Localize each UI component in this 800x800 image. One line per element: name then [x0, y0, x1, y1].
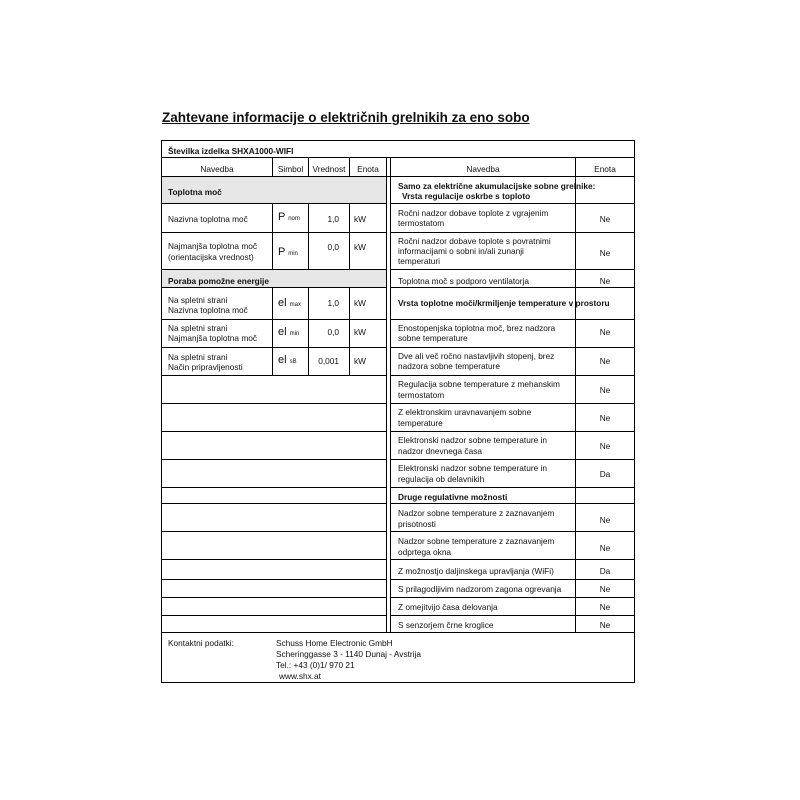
divider: [390, 615, 634, 616]
row-value: Ne: [599, 584, 611, 594]
row-label-2: odprtega okna: [398, 547, 452, 557]
col-header-item-right: Navedba: [466, 164, 500, 174]
col-header-symbol: Simbol: [277, 164, 304, 174]
row-value: Ne: [599, 543, 611, 553]
divider: [162, 632, 634, 633]
row-label-2: informacijami o sobni in/ali zunanji: [398, 246, 524, 256]
row-symbol: el max: [278, 297, 301, 309]
divider: [162, 459, 387, 460]
divider: [390, 431, 634, 432]
col-header-unit: Enota: [357, 164, 379, 174]
row-label: Nazivna toplotna moč: [168, 214, 248, 224]
section-storage-heaters: Samo za električne akumulacijske sobne grelnike:: [398, 181, 596, 191]
divider: [390, 347, 634, 348]
row-label-2: (orientacijska vrednost): [168, 252, 254, 262]
row-label-2: nadzora sobne temperature: [398, 361, 500, 371]
row-value: Da: [599, 469, 611, 479]
divider: [162, 347, 387, 348]
divider: [390, 579, 634, 580]
row-label: Regulacija sobne temperature z mehanskim: [398, 379, 560, 389]
row-unit: kW: [354, 214, 366, 224]
contact-label: Kontaktni podatki:: [168, 638, 234, 648]
divider: [390, 559, 634, 560]
row-label: Enostopenjska toplotna moč, brez nadzora: [398, 323, 556, 333]
divider: [390, 403, 634, 404]
row-label: Elektronski nadzor sobne temperature in: [398, 463, 547, 473]
row-value: Ne: [599, 248, 611, 258]
row-label-2: Način pripravljenosti: [168, 362, 243, 372]
page-title: Zahtevane informacije o električnih grelnikih za eno sobo: [162, 110, 530, 125]
divider: [390, 487, 634, 488]
divider: [386, 157, 387, 633]
row-value: Ne: [599, 327, 611, 337]
row-unit: kW: [354, 356, 366, 366]
row-label-2: Nazivna toplotna moč: [168, 305, 248, 315]
row-value: Ne: [599, 515, 611, 525]
row-label: Elektronski nadzor sobne temperature in: [398, 435, 547, 445]
row-value: 0,001: [318, 356, 339, 366]
divider: [349, 157, 350, 177]
divider: [162, 559, 387, 560]
contact-company: Schuss Home Electronic GmbH: [276, 638, 393, 648]
divider: [349, 203, 350, 270]
row-value: 0,0: [327, 242, 339, 252]
divider: [162, 403, 387, 404]
model-number: Številka izdelka SHXA1000-WIFI: [168, 146, 294, 156]
row-value: Ne: [599, 441, 611, 451]
row-value: Ne: [599, 214, 611, 224]
divider: [390, 531, 634, 532]
divider: [162, 579, 387, 580]
divider: [162, 615, 387, 616]
divider: [349, 287, 350, 375]
divider: [390, 157, 391, 633]
row-label: S prilagodljivim nadzorom zagona ogrevanja: [398, 584, 562, 594]
divider: [162, 269, 387, 270]
row-unit: kW: [354, 298, 366, 308]
row-label: Ročni nadzor dobave toplote z vgrajenim: [398, 208, 549, 218]
row-value: Ne: [599, 413, 611, 423]
section-storage-heaters-2: Vrsta regulacije oskrbe s toploto: [402, 191, 531, 201]
row-value: Da: [599, 566, 611, 576]
col-header-item: Navedba: [200, 164, 234, 174]
contact-phone: Tel.: +43 (0)1/ 970 21: [276, 660, 355, 670]
col-header-unit-right: Enota: [594, 164, 616, 174]
divider: [390, 287, 634, 288]
divider: [162, 203, 387, 204]
row-label: Najmanjša toplotna moč: [168, 241, 258, 251]
row-unit: kW: [354, 242, 366, 252]
row-label-2: Najmanjša toplotna moč: [168, 333, 258, 343]
row-label: Z elektronskim uravnavanjem sobne: [398, 407, 532, 417]
divider: [272, 287, 273, 375]
row-symbol: el sB: [278, 354, 297, 366]
divider: [308, 157, 309, 177]
section-other-options: Druge regulativne možnosti: [398, 492, 508, 502]
divider: [162, 487, 387, 488]
contact-website: www.shx.at: [279, 671, 321, 681]
row-label-2: sobne temperature: [398, 333, 468, 343]
divider: [390, 375, 634, 376]
row-value: 1,0: [327, 298, 339, 308]
divider: [390, 503, 634, 504]
row-value: Ne: [599, 356, 611, 366]
row-label: Na spletni strani: [168, 323, 228, 333]
row-label: S senzorjem črne kroglice: [398, 620, 494, 630]
divider: [390, 203, 634, 204]
divider: [390, 459, 634, 460]
divider: [575, 157, 576, 633]
divider: [162, 287, 387, 288]
contact-address: Scheringgasse 3 - 1140 Dunaj - Avstrija: [276, 649, 421, 659]
divider: [390, 319, 634, 320]
divider: [390, 232, 634, 233]
row-symbol: el min: [278, 326, 300, 338]
row-symbol: P min: [278, 246, 298, 258]
divider: [162, 176, 634, 177]
row-label-2: termostatom: [398, 218, 445, 228]
row-label-2: regulacija ob delavnikih: [398, 474, 485, 484]
row-symbol: P nom: [278, 211, 300, 223]
divider: [162, 597, 387, 598]
row-label: Ročni nadzor dobave toplote s povratnimi: [398, 236, 551, 246]
row-label-2: termostatom: [398, 390, 445, 400]
row-label: Z omejitvijo časa delovanja: [398, 602, 498, 612]
row-label-3: temperaturi: [398, 256, 440, 266]
section-control-type: Vrsta toplotne moči/krmiljenje temperature v prostoru: [398, 298, 610, 308]
divider: [390, 597, 634, 598]
row-label: Nadzor sobne temperature z zaznavanjem: [398, 536, 555, 546]
row-value: Ne: [599, 385, 611, 395]
row-label-2: prisotnosti: [398, 519, 436, 529]
row-label: Dve ali več ročno nastavljivih stopenj, brez: [398, 351, 555, 361]
divider: [162, 232, 387, 233]
ecodesign-info-table: [161, 140, 635, 683]
row-value: Ne: [599, 602, 611, 612]
row-label: Nadzor sobne temperature z zaznavanjem: [398, 508, 555, 518]
divider: [272, 203, 273, 270]
row-value: 0,0: [327, 327, 339, 337]
row-label-2: nadzor dnevnega časa: [398, 446, 482, 456]
divider: [272, 157, 273, 177]
row-value: Ne: [599, 276, 611, 286]
row-label: Z možnostjo daljinskega upravljanja (WiFi): [398, 566, 554, 576]
divider: [162, 375, 387, 376]
row-value: 1,0: [327, 214, 339, 224]
col-header-value: Vrednost: [312, 164, 346, 174]
row-label: Toplotna moč s podporo ventilatorja: [398, 276, 529, 286]
divider: [390, 269, 634, 270]
row-label-2: temperature: [398, 418, 443, 428]
divider: [162, 157, 634, 158]
divider: [162, 503, 387, 504]
row-label: Na spletni strani: [168, 352, 228, 362]
divider: [162, 319, 387, 320]
divider: [162, 431, 387, 432]
row-unit: kW: [354, 327, 366, 337]
divider: [162, 531, 387, 532]
section-heat-output: Toplotna moč: [168, 187, 222, 197]
section-aux-energy: Poraba pomožne energije: [168, 276, 269, 286]
row-label: Na spletni strani: [168, 295, 228, 305]
row-value: Ne: [599, 620, 611, 630]
